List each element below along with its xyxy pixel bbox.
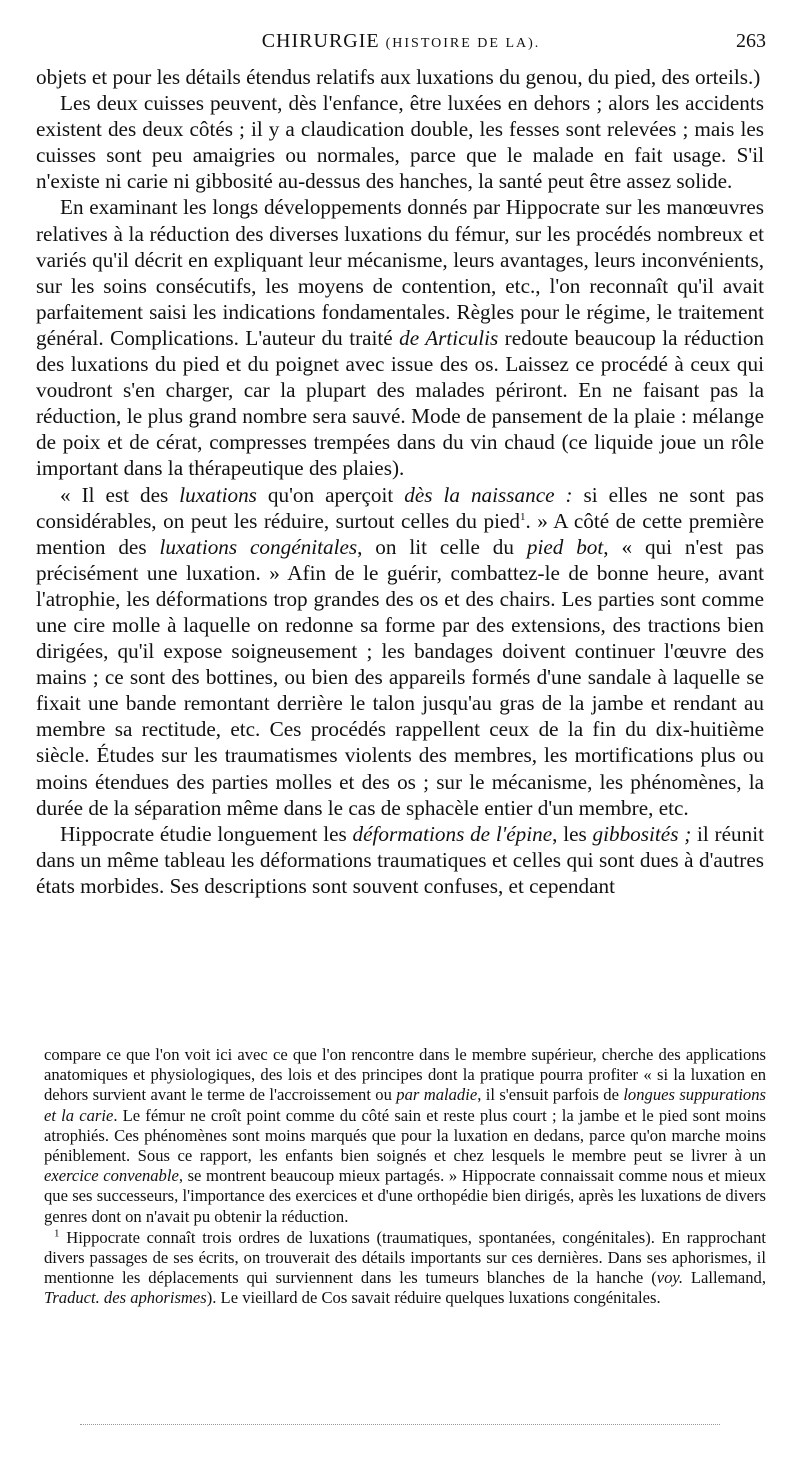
paragraph-text: , les xyxy=(552,821,593,846)
italic-text: dès la naissance : xyxy=(404,482,573,507)
footnote-text: , se montrent beaucoup mieux partagés. » Hippocrate connaissait comme nous et mieux que ses successeurs, l'importance des exercices et d'une orthopédie bien dirigés, après les luxations de divers genres dont on n'avait pu obtenir la réduction. xyxy=(44,1166,766,1226)
italic-text: luxations congénitales xyxy=(159,534,358,559)
paragraph-text: il réunit dans un même tableau les déformations traumatiques et celles qui sont dues à d'autres états morbides. Ses descriptions sont souvent confuses, et cependant xyxy=(36,821,764,898)
paragraph-text: , « qui n'est pas précisément une luxation. » Afin de le guérir, combattez-le de bonne heure, avant l'atrophie, les déformations trop grandes des os et des chairs. Les parties sont comme une cire molle à laquelle on redonne sa forme par des extensions, des tractions bien dirigées, qu'il expose soigneusement ; les bandages doivent continuer l'œuvre des mains ; ce sont des bottines, ou bien des appareils formés d'une sandale à laquelle se fixait une bande remontant derrière le talon jusqu'au gras de la jambe et rendant au membre sa rectitude, etc. Ces procédés rappellent ceux de la fin du dix-huitième siècle. Études sur les traumatismes violents des membres, les mortifications plus ou moins étendues des parties molles et des os ; sur le mécanisme, les phénomènes, la durée de la séparation même dans le cas de sphacèle entier d'un membre, etc. xyxy=(36,534,764,820)
paragraph-congenital-luxations xyxy=(36,482,764,821)
paragraph-text: objets et pour les détails étendus relatifs aux luxations du genou, du pied, des orteils.) xyxy=(36,65,761,89)
italic-text: pied bot xyxy=(526,534,604,559)
paragraph-text: En examinant les longs développements donnés par Hippocrate sur les manœuvres relatives à la réduction des diverses luxations du fémur, sur les procédés nombreux et variés qu'il décrit en expliquant leur mécanisme, leurs avantages, leurs inconvénients, sur les soins consécutifs, les moyens de contention, etc., l'on reconnaît qu'il avait parfaitement saisi les indications fondamentales. Règles pour le régime, le traitement général. Complications. L'auteur du traité xyxy=(36,195,764,350)
footnote-text: Lallemand, xyxy=(683,1268,767,1288)
paragraph-spine-deformations xyxy=(36,821,764,899)
paragraph-double-luxation xyxy=(36,90,764,194)
paragraph-text: . » A côté de cette première mention des xyxy=(36,508,764,559)
footnote-text: ). Le vieillard de Cos savait réduire quelques luxations congénitales. xyxy=(206,1288,661,1308)
footnote-text: Hippocrate connaît trois ordres de luxations (traumatiques, spontanées, congénitales). En rapprochant divers passages de ses écrits, on trouverait des détails importants sur ces dernières. Dans ses aphorismes, il mentionne les déplacements qui surviennent dans les tumeurs blanches de la hanche ( xyxy=(44,1227,766,1288)
running-title xyxy=(36,30,766,53)
main-text xyxy=(36,64,764,899)
paragraph-text: Hippocrate étudie longuement les xyxy=(60,821,353,846)
page-number: 263 xyxy=(736,30,766,52)
running-title-main: CHIRURGIE xyxy=(261,30,380,52)
paragraph-text: Les deux cuisses peuvent, dès l'enfance, être luxées en dehors ; alors les accidents existent des deux côtés ; il y a claudication double, les fesses sont relevées ; mais les cuisses sont peu amaigries ou normales, parce que le malade en fait usage. S'il n'existe ni carie ni gibbosité au-dessus des hanches, la santé peut être assez solide. xyxy=(36,91,764,194)
paragraph-text: si elles ne sont pas considérables, on peut les réduire, surtout celles du pied xyxy=(36,482,764,533)
paragraph-text: redoute beaucoup la réduction des luxations du pied et du poignet avec issue des os. Laissez ce procédé à ceux qui voudront s'en charger, car la plupart des malades périront. En ne faisant pas la réduction, le plus grand nombre sera sauvé. Mode de pansement de la plaie : mélange de poix et de cérat, compresses trempées dans du vin chaud (ce liquide joue un rôle important dans la thérapeutique des plaies). xyxy=(36,325,765,481)
italic-text: par maladie xyxy=(396,1085,478,1105)
footnote-continuation xyxy=(44,1045,766,1227)
footnote-1 xyxy=(44,1228,766,1309)
running-title-subtitle: (HISTOIRE DE LA). xyxy=(385,36,541,51)
paragraph-text: , on lit celle du xyxy=(357,534,527,559)
paragraph-femur-reduction xyxy=(36,194,764,481)
italic-text: luxations xyxy=(179,482,257,507)
italic-text: de Articulis xyxy=(399,325,499,350)
footnote-reference[interactable]: 1 xyxy=(519,510,526,523)
footnote-text: , il s'ensuit parfois de xyxy=(477,1085,624,1105)
footnote-marker: 1 xyxy=(54,1227,60,1240)
footnote-text: compare ce que l'on voit ici avec ce que l'on rencontre dans le membre supérieur, cherche des applications anatomiques et physiologiques, des lois et des principes dont la pratique pourra profiter « si la luxation en dehors survient avant le terme de l'accroissement ou xyxy=(44,1045,766,1105)
footnote-text: . Le fémur ne croît point comme du côté sain et reste plus court ; la jambe et le pied sont moins atrophiés. Ces phénomènes sont moins marqués que pour la luxation en dedans, parce qu'on marche moins péniblement. Sous ce rapport, les enfants bien soignés et chez lesquels le membre peut se livrer à un xyxy=(44,1105,766,1166)
paragraph-text: qu'on aperçoit xyxy=(256,482,405,507)
italic-text: exercice convenable xyxy=(44,1166,179,1186)
italic-text: Traduct. des aphorismes xyxy=(44,1288,207,1308)
italic-text: longues suppurations et la carie xyxy=(44,1085,766,1125)
paragraph-continuation xyxy=(36,64,764,90)
bottom-dotted-rule xyxy=(80,1424,720,1425)
running-head xyxy=(36,30,766,56)
italic-text: voy. xyxy=(656,1268,683,1288)
paragraph-text: « Il est des xyxy=(60,482,180,507)
italic-text: déformations de l'épine xyxy=(352,821,553,846)
italic-text: gibbosités ; xyxy=(592,821,692,846)
footnotes xyxy=(44,1045,766,1309)
